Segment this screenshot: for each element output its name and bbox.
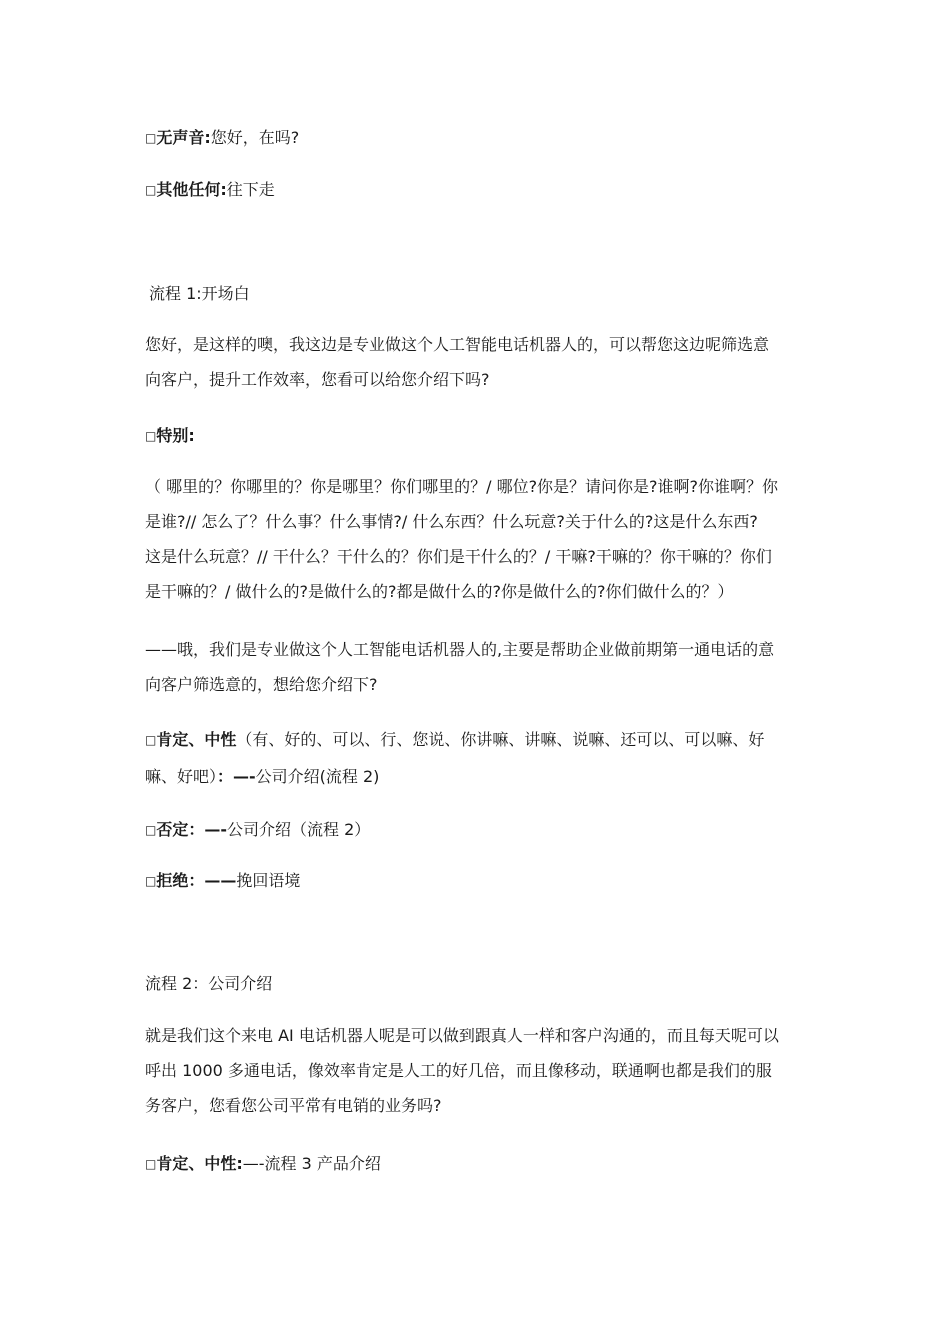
branch-text: 您好，在吗? [210, 128, 300, 147]
positive-arrow: ：—- [217, 767, 256, 786]
branch-text: 往下走 [226, 180, 275, 199]
checkbox-icon: □ [145, 874, 157, 888]
step2-line: 务客户，您看您公司平常有电销的业务吗? [145, 1096, 442, 1115]
question-line: 是干嘛的？/ 做什么的?是做什么的?都是做什么的?你是做什么的?你们做什么的？） [145, 582, 734, 601]
checkbox-icon: □ [145, 1157, 157, 1171]
positive-text: （有、好的、可以、行、您说、你讲嘛、讲嘛、说嘛、还可以、可以嘛、好 [236, 730, 765, 749]
step1-intro-line1: 您好，是这样的噢，我这边是专业做这个人工智能电话机器人的，可以帮您这边呢筛选意 [145, 335, 770, 354]
step1-answer [145, 632, 810, 702]
step1-intro-line2: 向客户，提升工作效率，您看可以给您介绍下吗? [145, 370, 490, 389]
checkbox-icon: □ [145, 131, 157, 145]
question-line: 这是什么玩意？// 干什么？干什么的？你们是干什么的？/ 干嘛?干嘛的？你干嘛的？你们 [145, 547, 772, 566]
step2-positive [145, 1146, 810, 1183]
branch-label: 其他任何: [156, 180, 227, 199]
branch-other [145, 172, 810, 209]
branch-label: 无声音: [156, 128, 211, 147]
positive-target: 公司介绍(流程 2) [255, 767, 380, 786]
step2-line: 呼出 1000 多通电话，像效率肯定是人工的好几倍，而且像移动，联通啊也都是我们的服 [145, 1061, 772, 1080]
question-line: （ 哪里的？你哪里的？你是哪里？你们哪里的？/ 哪位?你是？请问你是?谁啊?你谁啊？你 [145, 477, 779, 496]
branch-silence [145, 120, 810, 157]
positive-label: 肯定、中性 [156, 730, 237, 749]
question-line: 是谁?// 怎么了？什么事？什么事情?/ 什么东西？什么玩意?关于什么的?这是什么东西? [145, 512, 758, 531]
checkbox-icon: □ [145, 429, 157, 443]
positive-label: 肯定、中性: [156, 1154, 243, 1173]
special-label: 特别: [156, 426, 195, 445]
answer-line: ——哦，我们是专业做这个人工智能电话机器人的,主要是帮助企业做前期第一通电话的意 [145, 640, 775, 659]
refuse-label: 拒绝：—— [156, 871, 237, 890]
step2-intro [145, 1018, 810, 1123]
step1-positive [145, 722, 810, 794]
checkbox-icon: □ [145, 823, 157, 837]
refuse-text: 挽回语境 [236, 871, 301, 890]
checkbox-icon: □ [145, 733, 157, 747]
step2-line: 就是我们这个来电 AI 电话机器人呢是可以做到跟真人一样和客户沟通的，而且每天呢可以 [145, 1026, 779, 1045]
positive-text: 嘛、好吧） [145, 767, 218, 786]
answer-line: 向客户筛选意的，想给您介绍下? [145, 675, 378, 694]
negative-text: 公司介绍（流程 2） [227, 820, 371, 839]
step1-special [145, 418, 810, 455]
step1-intro [145, 327, 810, 397]
negative-label: 否定：—- [156, 820, 227, 839]
step1-negative [145, 812, 810, 849]
checkbox-icon: □ [145, 183, 157, 197]
step1-refuse [145, 863, 810, 900]
step1-questions [145, 469, 810, 609]
step2-heading: 流程 2：公司介绍 [145, 974, 273, 993]
step1-heading: 流程 1:开场白 [149, 284, 250, 303]
positive-text: —-流程 3 产品介绍 [242, 1154, 381, 1173]
